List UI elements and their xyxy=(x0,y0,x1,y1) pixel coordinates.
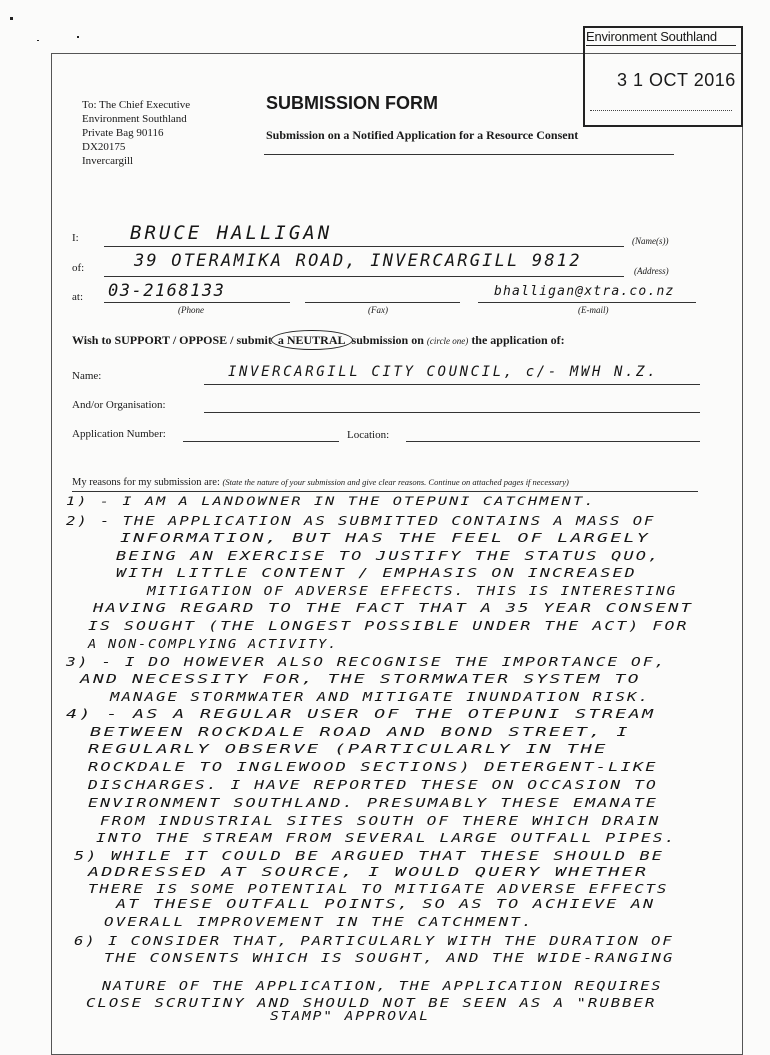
email-line xyxy=(478,302,696,303)
organisation-line xyxy=(204,412,700,413)
reason-line: DISCHARGES. I HAVE REPORTED THESE ON OCCASION TO xyxy=(88,777,658,792)
reason-line: NATURE OF THE APPLICATION, THE APPLICATION REQUIRES xyxy=(102,978,663,993)
position-selection xyxy=(72,333,565,348)
reason-line: 3) - I DO HOWEVER ALSO RECOGNISE THE IMPORTANCE OF, xyxy=(66,654,667,669)
address-line xyxy=(104,276,624,277)
email-hint: (E-mail) xyxy=(578,305,609,315)
address-dx: DX20175 xyxy=(82,141,126,153)
address-org: Environment Southland xyxy=(82,113,187,125)
scan-speck xyxy=(77,36,79,38)
contact-label: at: xyxy=(72,291,83,303)
reason-line: ENVIRONMENT SOUTHLAND. PRESUMABLY THESE EMANATE xyxy=(88,795,659,810)
position-text: submission on xyxy=(351,333,424,347)
reason-line: BETWEEN ROCKDALE ROAD AND BOND STREET, I xyxy=(90,724,630,739)
reason-line: AT THESE OUTFALL POINTS, SO AS TO ACHIEVE AN xyxy=(116,896,656,911)
reason-line: AND NECESSITY FOR, THE STORMWATER SYSTEM TO xyxy=(80,671,641,686)
reason-line: MANAGE STORMWATER AND MITIGATE INUNDATION RISK. xyxy=(110,689,650,704)
position-options: Wish to SUPPORT / OPPOSE / submit xyxy=(72,333,272,347)
reason-line: INTO THE STREAM FROM SEVERAL LARGE OUTFALL PIPES. xyxy=(96,830,677,845)
reason-line: STAMP" APPROVAL xyxy=(270,1008,430,1023)
neutral-option-circled[interactable]: a NEUTRAL xyxy=(271,330,353,350)
phone-line xyxy=(104,302,290,303)
applicant-name[interactable]: INVERCARGILL CITY COUNCIL, c/- MWH N.Z. xyxy=(228,364,659,380)
organisation-label: And/or Organisation: xyxy=(72,399,166,411)
reason-line: THERE IS SOME POTENTIAL TO MITIGATE ADVERSE EFFECTS xyxy=(88,881,669,896)
reason-line: IS SOUGHT (THE LONGEST POSSIBLE UNDER THE ACT) FOR xyxy=(88,618,689,633)
application-number-line xyxy=(183,441,339,442)
fax-hint: (Fax) xyxy=(368,305,388,315)
form-title: SUBMISSION FORM xyxy=(266,93,439,113)
form-subtitle: Submission on a Notified Application for a Resource Consent xyxy=(266,128,579,142)
reason-line: 4) - AS A REGULAR USER OF THE OTEPUNI STREAM xyxy=(66,706,656,721)
scan-speck xyxy=(10,17,13,20)
submitter-email[interactable]: bhalligan@xtra.co.nz xyxy=(494,284,675,299)
reason-line: REGULARLY OBSERVE (PARTICULARLY IN THE xyxy=(88,741,608,756)
position-text-end: the application of: xyxy=(471,333,565,347)
reasons-rule xyxy=(72,491,698,492)
scan-speck xyxy=(37,40,39,41)
reason-line: ADDRESSED AT SOURCE, I WOULD QUERY WHETHER xyxy=(88,864,649,879)
reason-line: THE CONSENTS WHICH IS SOUGHT, AND THE WIDE-RANGING xyxy=(104,950,675,965)
fax-line xyxy=(305,302,460,303)
applicant-name-label: Name: xyxy=(72,370,102,382)
application-number-label: Application Number: xyxy=(72,428,166,440)
reason-line: 1) - I AM A LANDOWNER IN THE OTEPUNI CATCHMENT. xyxy=(66,494,596,508)
reason-line: A NON-COMPLYING ACTIVITY. xyxy=(88,636,339,651)
reason-line: MITIGATION OF ADVERSE EFFECTS. THIS IS INTERESTING xyxy=(147,583,678,598)
reason-line: ROCKDALE TO INGLEWOOD SECTIONS) DETERGENT-LIKE xyxy=(88,759,658,774)
reason-line: INFORMATION, BUT HAS THE FEEL OF LARGELY xyxy=(120,530,651,545)
reason-line: 2) - THE APPLICATION AS SUBMITTED CONTAINS A MASS OF xyxy=(66,513,656,528)
reason-line: CLOSE SCRUTINY AND SHOULD NOT BE SEEN AS A "RUBBER xyxy=(86,995,657,1010)
submitter-phone[interactable]: 03-2168133 xyxy=(108,281,226,301)
reason-line: HAVING REGARD TO THE FACT THAT A 35 YEAR CONSENT xyxy=(93,600,694,615)
subtitle-rule xyxy=(264,154,674,155)
phone-hint: (Phone xyxy=(178,305,204,315)
name-line xyxy=(104,246,624,247)
address-bag: Private Bag 90116 xyxy=(82,127,164,139)
reason-line: WITH LITTLE CONTENT / EMPHASIS ON INCREASED xyxy=(116,565,637,580)
submitter-name[interactable]: BRUCE HALLIGAN xyxy=(130,222,333,244)
reason-line: 5) WHILE IT COULD BE ARGUED THAT THESE SHOULD BE xyxy=(74,848,665,863)
address-city: Invercargill xyxy=(82,155,134,167)
location-label: Location: xyxy=(347,429,390,441)
stamp-signature-line xyxy=(590,110,732,111)
reasons-heading xyxy=(72,477,569,488)
reasons-note: (State the nature of your submission and give clear reasons. Continue on attached pages if necessary) xyxy=(222,477,569,487)
circle-one-hint: (circle one) xyxy=(426,336,469,346)
recipient-address xyxy=(82,98,190,168)
reason-line: 6) I CONSIDER THAT, PARTICULARLY WITH THE DURATION OF xyxy=(74,933,674,948)
name-hint: (Name(s)) xyxy=(632,236,669,246)
address-to: To: The Chief Executive xyxy=(82,99,191,111)
address-label: of: xyxy=(72,262,85,274)
reason-line: FROM INDUSTRIAL SITES SOUTH OF THERE WHICH DRAIN xyxy=(100,813,661,828)
reasons-label: My reasons for my submission are: xyxy=(72,477,220,488)
applicant-name-line xyxy=(204,384,700,385)
location-line xyxy=(406,441,700,442)
address-hint: (Address) xyxy=(634,266,669,276)
stamp-organization: Environment Southland xyxy=(586,29,736,46)
name-label: I: xyxy=(72,232,79,244)
reason-line: OVERALL IMPROVEMENT IN THE CATCHMENT. xyxy=(104,914,534,929)
submitter-address[interactable]: 39 OTERAMIKA ROAD, INVERCARGILL 9812 xyxy=(134,251,582,271)
stamp-date: 3 1 OCT 2016 xyxy=(617,70,736,90)
reason-line: BEING AN EXERCISE TO JUSTIFY THE STATUS QUO, xyxy=(116,548,661,563)
